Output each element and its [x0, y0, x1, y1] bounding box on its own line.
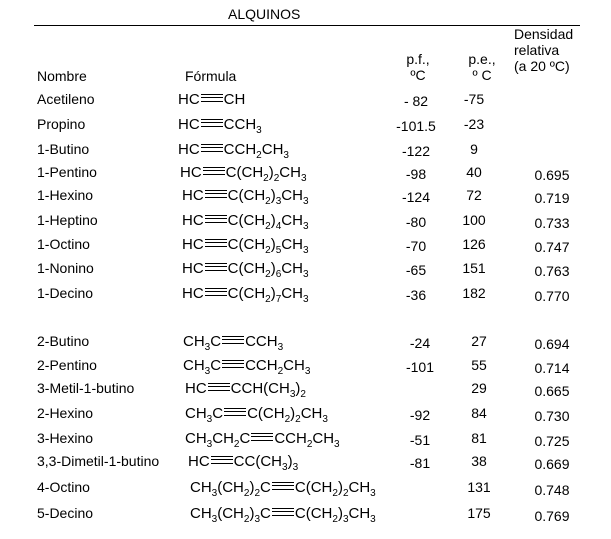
- formula-subscript: 3: [254, 514, 261, 525]
- formula-text: CC(CH: [233, 453, 282, 470]
- row-pe: 55: [471, 357, 487, 373]
- formula-subscript: 3: [322, 414, 328, 425]
- formula-subscript: 2: [243, 488, 250, 499]
- triple-bond-icon: [251, 433, 273, 441]
- triple-bond-icon: [205, 215, 227, 223]
- row-formula: [185, 380, 306, 398]
- formula-text: CH: [281, 285, 303, 302]
- formula-subscript: 3: [302, 245, 309, 256]
- row-pe: 131: [467, 479, 491, 495]
- formula-text: HC: [182, 285, 204, 302]
- row-pe: 81: [471, 430, 487, 446]
- row-pf: - 82: [403, 93, 429, 109]
- formula-subscript: 3: [302, 294, 309, 305]
- row-pe: 27: [471, 333, 487, 349]
- header-pf-line1: p.f.,: [406, 51, 430, 67]
- row-pf: -122: [401, 143, 431, 159]
- row-nombre: 5-Decino: [37, 505, 94, 521]
- formula-text: CCH(CH: [230, 380, 290, 397]
- row-pe: 72: [466, 187, 482, 203]
- header-formula: Fórmula: [185, 68, 237, 84]
- formula-subscript: 2: [306, 439, 313, 450]
- row-nombre: 1-Butino: [37, 141, 90, 157]
- formula-text: C: [260, 505, 271, 522]
- formula-subscript: 2: [265, 269, 271, 280]
- row-nombre: 4-Octino: [37, 479, 90, 495]
- formula-subscript: 3: [370, 514, 376, 525]
- triple-bond-icon: [205, 288, 227, 296]
- row-formula: [178, 141, 289, 159]
- triple-bond-icon: [205, 239, 227, 247]
- formula-subscript: 2: [295, 414, 301, 425]
- row-formula: [188, 453, 298, 471]
- formula-text: C(CH: [227, 285, 266, 302]
- formula-subscript: 2: [233, 439, 240, 450]
- formula-subscript: 2: [277, 366, 284, 377]
- row-formula: [178, 116, 262, 134]
- formula-text: CH: [348, 505, 371, 522]
- formula-subscript: 3: [282, 462, 288, 473]
- formula-subscript: 3: [300, 173, 307, 184]
- row-densidad: 0.769: [534, 508, 570, 524]
- formula-subscript: 2: [254, 488, 261, 499]
- formula-text: CH: [190, 479, 212, 496]
- row-nombre: 1-Hexino: [37, 187, 94, 203]
- row-pe: -23: [463, 116, 485, 132]
- row-pe: 84: [471, 405, 487, 421]
- row-densidad: 0.665: [534, 383, 570, 399]
- formula-text: CH: [190, 505, 212, 522]
- header-dens-line2: relativa: [514, 42, 560, 58]
- row-pf: -36: [405, 287, 427, 303]
- formula-text: HC: [182, 187, 204, 204]
- row-formula: [190, 505, 376, 523]
- formula-subscript: 6: [275, 269, 282, 280]
- row-nombre: Acetileno: [37, 91, 95, 107]
- triple-bond-icon: [201, 144, 223, 152]
- row-densidad: 0.695: [534, 167, 570, 183]
- header-dens-line3: (a 20 ºC): [514, 58, 570, 74]
- formula-subscript: 2: [332, 514, 338, 525]
- formula-text: CH: [300, 405, 323, 422]
- formula-subscript: 7: [275, 294, 282, 305]
- row-nombre: 3,3-Dimetil-1-butino: [37, 453, 160, 469]
- formula-subscript: 3: [302, 196, 309, 207]
- formula-subscript: 2: [265, 294, 271, 305]
- row-nombre: 3-Metil-1-butino: [37, 380, 135, 396]
- row-pf: -80: [405, 214, 427, 230]
- formula-subscript: 2: [265, 245, 271, 256]
- formula-text: CH: [279, 164, 301, 181]
- formula-subscript: 3: [283, 150, 289, 161]
- formula-text: CCH: [245, 333, 278, 350]
- formula-subscript: 2: [273, 173, 280, 184]
- formula-text: C: [210, 333, 222, 350]
- formula-text: C(CH: [247, 405, 285, 422]
- formula-subscript: 3: [275, 196, 282, 207]
- triple-bond-icon: [224, 408, 246, 416]
- formula-text: CCH: [223, 116, 257, 133]
- row-densidad: 0.714: [534, 360, 570, 376]
- row-formula: [180, 164, 307, 182]
- formula-text: ): [270, 187, 276, 204]
- row-densidad: 0.763: [534, 263, 570, 279]
- formula-text: HC: [178, 116, 200, 133]
- row-pe: 29: [471, 380, 487, 396]
- formula-text: HC: [182, 212, 204, 229]
- row-densidad: 0.669: [534, 456, 570, 472]
- row-nombre: 2-Butino: [37, 333, 90, 349]
- formula-text: CCH: [245, 357, 278, 374]
- row-pf: -51: [409, 432, 431, 448]
- row-formula: [182, 212, 309, 230]
- row-formula: [182, 285, 309, 303]
- triple-bond-icon: [203, 167, 225, 175]
- triple-bond-icon: [222, 336, 244, 344]
- formula-text: ): [337, 505, 343, 522]
- formula-text: HC: [188, 453, 210, 470]
- row-nombre: 2-Pentino: [37, 357, 97, 373]
- formula-subscript: 3: [211, 488, 218, 499]
- formula-subscript: 3: [206, 439, 213, 450]
- row-formula: [185, 430, 340, 448]
- row-nombre: 3-Hexino: [37, 430, 94, 446]
- row-pe: 38: [471, 453, 487, 469]
- row-nombre: 1-Octino: [37, 236, 90, 252]
- formula-text: C: [260, 479, 271, 496]
- row-pe: 100: [462, 212, 486, 228]
- row-formula: [182, 260, 309, 278]
- formula-text: ): [295, 380, 301, 397]
- formula-text: ): [337, 479, 343, 496]
- formula-text: HC: [180, 164, 202, 181]
- row-formula: [182, 187, 309, 205]
- row-pf: -65: [405, 262, 427, 278]
- row-pf: -24: [409, 335, 431, 351]
- row-pf: -81: [409, 455, 431, 471]
- row-densidad: 0.725: [534, 433, 570, 449]
- formula-subscript: 3: [256, 125, 262, 136]
- formula-text: ): [249, 505, 255, 522]
- row-nombre: 1-Heptino: [37, 212, 98, 228]
- row-nombre: 2-Hexino: [37, 405, 94, 421]
- formula-text: CCH: [223, 141, 257, 158]
- formula-text: CH: [312, 430, 335, 447]
- triple-bond-icon: [205, 190, 227, 198]
- row-pf: -70: [405, 238, 427, 254]
- formula-subscript: 3: [204, 342, 211, 353]
- formula-text: (CH: [217, 505, 244, 522]
- row-pe: 182: [462, 285, 486, 301]
- formula-subscript: 2: [300, 389, 306, 400]
- triple-bond-icon: [201, 94, 223, 102]
- formula-text: CH: [261, 141, 284, 158]
- formula-text: ): [270, 212, 276, 229]
- row-pf: -101: [405, 359, 435, 375]
- formula-subscript: 3: [342, 514, 349, 525]
- formula-subscript: 3: [277, 342, 284, 353]
- formula-text: CH: [281, 260, 303, 277]
- formula-text: CH: [348, 479, 371, 496]
- row-pe: -75: [463, 91, 485, 107]
- row-densidad: 0.733: [534, 215, 570, 231]
- row-densidad: 0.770: [534, 288, 570, 304]
- formula-text: CCH: [274, 430, 307, 447]
- header-pf: [395, 51, 441, 83]
- row-formula: [182, 236, 309, 254]
- row-densidad: 0.748: [534, 482, 570, 498]
- row-formula: [190, 479, 376, 497]
- formula-text: C(CH: [294, 505, 333, 522]
- row-densidad: 0.694: [534, 336, 570, 352]
- formula-text: ): [268, 164, 274, 181]
- row-densidad: 0.747: [534, 239, 570, 255]
- formula-text: C(CH: [227, 212, 266, 229]
- header-rule: [34, 25, 580, 26]
- formula-text: C(CH: [294, 479, 333, 496]
- formula-subscript: 2: [284, 414, 291, 425]
- header-pf-line2: ºC: [410, 67, 426, 83]
- table-title: ALQUINOS: [228, 6, 301, 22]
- formula-text: (CH: [217, 479, 244, 496]
- formula-subscript: 2: [263, 173, 269, 184]
- formula-subscript: 3: [206, 414, 213, 425]
- row-formula: [183, 357, 310, 375]
- header-densidad: [514, 26, 573, 74]
- formula-text: CH: [283, 357, 305, 374]
- formula-text: C(CH: [227, 187, 266, 204]
- row-formula: [178, 91, 245, 109]
- formula-subscript: 2: [243, 514, 250, 525]
- formula-text: C: [239, 430, 251, 447]
- formula-subscript: 4: [275, 221, 282, 232]
- formula-subscript: 5: [275, 245, 282, 256]
- formula-text: ): [290, 405, 296, 422]
- formula-text: C(CH: [227, 260, 266, 277]
- row-pe: 9: [470, 141, 478, 157]
- formula-text: ): [270, 236, 276, 253]
- formula-text: HC: [182, 236, 204, 253]
- formula-text: ): [249, 479, 255, 496]
- formula-text: C: [212, 405, 224, 422]
- formula-subscript: 2: [265, 221, 271, 232]
- row-pe: 126: [462, 236, 486, 252]
- formula-text: C(CH: [227, 236, 266, 253]
- triple-bond-icon: [205, 263, 227, 271]
- header-pe-line1: p.e.,: [468, 51, 496, 67]
- triple-bond-icon: [272, 482, 294, 490]
- formula-subscript: 3: [302, 269, 309, 280]
- row-nombre: 1-Decino: [37, 285, 94, 301]
- row-pf: -98: [405, 166, 427, 182]
- row-pf: -101.5: [396, 118, 436, 134]
- row-densidad: 0.719: [534, 190, 570, 206]
- row-nombre: Propino: [37, 116, 86, 132]
- row-nombre: 1-Nonino: [37, 260, 94, 276]
- formula-text: HC: [185, 380, 207, 397]
- formula-text: CH: [281, 212, 303, 229]
- row-formula: [185, 405, 328, 423]
- formula-text: ): [270, 285, 276, 302]
- header-nombre: Nombre: [37, 68, 87, 84]
- row-densidad: 0.730: [534, 408, 570, 424]
- formula-text: HC: [182, 260, 204, 277]
- triple-bond-icon: [208, 383, 230, 391]
- formula-text: HC: [178, 141, 200, 158]
- row-pf: -124: [401, 189, 431, 205]
- header-dens-line1: Densidad: [514, 26, 574, 42]
- formula-text: CH: [281, 187, 303, 204]
- formula-subscript: 2: [342, 488, 349, 499]
- formula-subscript: 2: [265, 196, 271, 207]
- formula-text: CH: [183, 357, 205, 374]
- formula-subscript: 3: [304, 366, 311, 377]
- row-formula: [183, 333, 283, 351]
- triple-bond-icon: [201, 119, 223, 127]
- formula-text: CH: [183, 333, 205, 350]
- row-pe: 40: [466, 164, 482, 180]
- formula-text: ): [270, 260, 276, 277]
- triple-bond-icon: [272, 508, 294, 516]
- formula-subscript: 3: [292, 462, 299, 473]
- formula-subscript: 2: [256, 150, 262, 161]
- formula-subscript: 3: [211, 514, 218, 525]
- formula-subscript: 3: [302, 221, 309, 232]
- formula-subscript: 3: [370, 488, 376, 499]
- header-pe: [459, 51, 505, 83]
- formula-subscript: 3: [204, 366, 211, 377]
- formula-subscript: 2: [332, 488, 338, 499]
- formula-text: ): [287, 453, 293, 470]
- formula-subscript: 3: [334, 439, 340, 450]
- header-pe-line2: º C: [472, 67, 492, 83]
- formula-text: C: [210, 357, 222, 374]
- row-pe: 151: [462, 260, 486, 276]
- row-pf: -92: [409, 407, 431, 423]
- formula-text: CH: [185, 430, 207, 447]
- formula-text: CH: [281, 236, 303, 253]
- formula-text: CH: [212, 430, 234, 447]
- formula-text: C(CH: [225, 164, 264, 181]
- formula-text: HC: [178, 91, 200, 108]
- row-nombre: 1-Pentino: [37, 164, 97, 180]
- triple-bond-icon: [222, 360, 244, 368]
- row-pe: 175: [467, 505, 491, 521]
- formula-text: CH: [185, 405, 207, 422]
- formula-subscript: 3: [289, 389, 296, 400]
- formula-text: CH: [223, 91, 246, 108]
- triple-bond-icon: [211, 456, 233, 464]
